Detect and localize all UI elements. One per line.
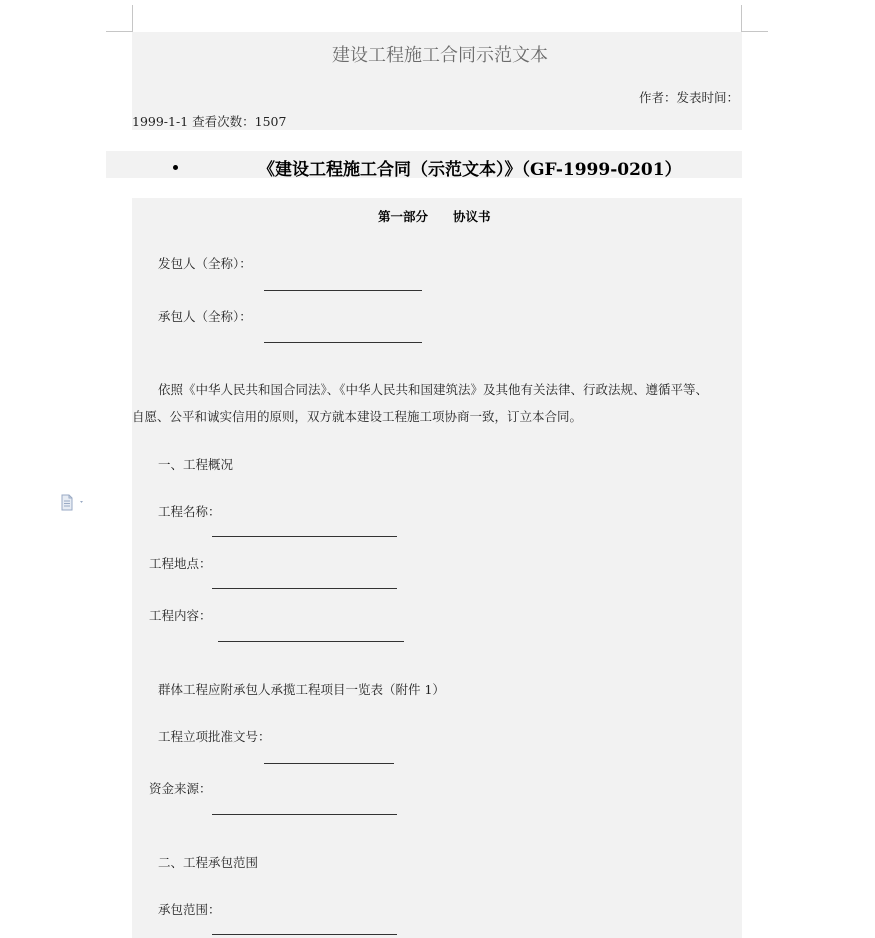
employer-underline[interactable] [264, 290, 422, 291]
document-title: 建设工程施工合同示范文本 [332, 45, 548, 66]
heading-bullet [173, 165, 178, 170]
project-name-label: 工程名称： [158, 504, 221, 519]
employer-label: 发包人（全称）： [158, 256, 252, 271]
funding-source-label: 资金来源： [149, 781, 212, 796]
project-location-label: 工程地点： [149, 556, 212, 571]
project-content-label: 工程内容： [149, 608, 212, 623]
approval-doc-label: 工程立项批准文号： [158, 729, 271, 744]
funding-source-underline[interactable] [212, 814, 397, 815]
crop-mark-top-left-vertical [132, 5, 133, 31]
meta-date-views: 1999-1-1 查看次数：1507 [132, 114, 287, 129]
preamble-line-1: 依照《中华人民共和国合同法》、《中华人民共和国建筑法》及其他有关法律、行政法规、遵循平等、 [158, 382, 709, 397]
scope-underline[interactable] [212, 934, 397, 935]
crop-mark-top-right-vertical [741, 5, 742, 31]
project-name-underline[interactable] [212, 536, 397, 537]
contractor-underline[interactable] [264, 342, 422, 343]
document-options-icon[interactable] [60, 494, 84, 512]
part-heading: 第一部分 协议书 [378, 209, 491, 224]
preamble-line-2: 自愿、公平和诚实信用的原则，双方就本建设工程施工项协商一致，订立本合同。 [132, 409, 583, 424]
scope-label: 承包范围： [158, 902, 221, 917]
meta-author-time: 作者：发表时间： [639, 90, 740, 105]
project-location-underline[interactable] [212, 588, 397, 589]
contractor-label: 承包人（全称）： [158, 309, 252, 324]
approval-doc-underline[interactable] [264, 763, 394, 764]
crop-mark-top-left-horizontal [106, 31, 133, 32]
section-1-heading: 一、工程概况 [158, 457, 234, 472]
project-content-underline[interactable] [218, 641, 404, 642]
crop-mark-top-right-horizontal [741, 31, 768, 32]
section-2-heading: 二、工程承包范围 [158, 855, 259, 870]
group-project-note: 群体工程应附承包人承揽工程项目一览表（附件 1） [158, 682, 445, 697]
main-heading: 《建设工程施工合同（示范文本）》（GF-1999-0201） [258, 160, 682, 180]
